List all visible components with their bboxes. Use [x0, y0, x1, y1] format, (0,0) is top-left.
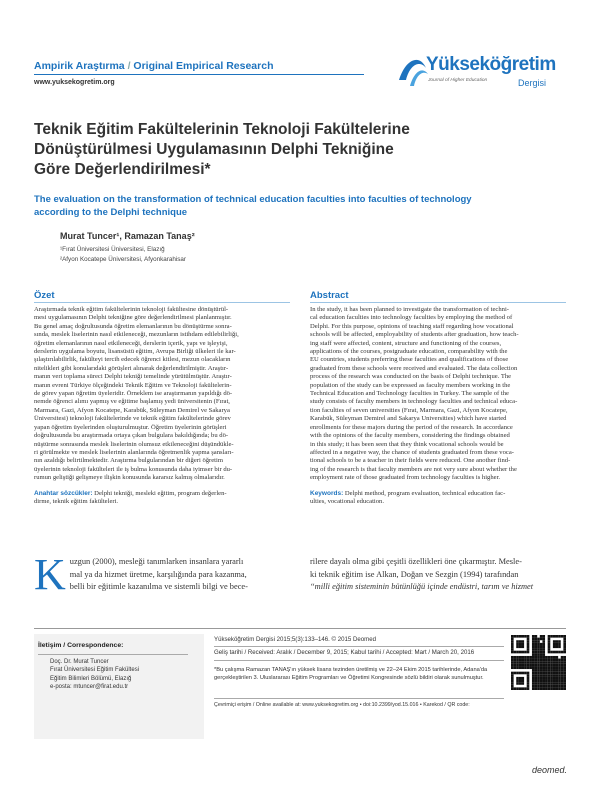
section-separator: /: [124, 60, 134, 72]
affiliation-2: ²Afyon Kocatepe Üniversitesi, Afyonkarahisar: [60, 256, 186, 263]
abstract-line: population of the study can be expressed as faculty members working in the: [310, 381, 511, 389]
correspondence-rule: [38, 654, 188, 655]
footer-sub-rule: [214, 698, 504, 699]
ozet-keywords: [34, 490, 292, 507]
ozet-line: Üniversitesi) teknoloji fakültelerinde ve teknik eğitim fakültelerinde görev: [34, 415, 231, 423]
abstract-line: study consists of faculty members in technology faculties and technical educa-: [310, 398, 518, 406]
abstract-line: Delphi. For this purpose, opinions of teaching staff regarding how vocational: [310, 322, 514, 330]
article-title: [34, 120, 554, 180]
ozet-line: nın azaldığı belirtilmektedir. Araştırma bulgularından bir diğeri öğretim: [34, 457, 223, 465]
correspondence-box: [34, 634, 204, 739]
correspondence-line: Fırat Üniversitesi Eğitim Fakültesi: [50, 667, 140, 674]
ozet-line: rumun geliştiği gelişmeye ilişkin konusunda kararsız kalmış olmalarıdır.: [34, 474, 225, 482]
ozet-line: manın veri toplama süreci Delphi tekniği temelinde yürütülmüştür. Araştır-: [34, 373, 232, 381]
abstract-keywords: [310, 490, 568, 507]
intro-line: belli bir eğitimle kazanılma ve sistemli bilgi ve bece-: [69, 582, 248, 592]
ozet-line: üyelerinin teknoloji fakülteleri ile iş bulma konusunda daha iyimser bir du-: [34, 465, 233, 473]
subtitle-line: The evaluation on the transformation of technical education faculties into faculties of technology: [34, 194, 472, 205]
abstract-line: Karabük, Süleyman Demirel and Sakarya Universities) which have started: [310, 415, 507, 423]
section-tr: Ampirik Araştırma: [34, 60, 125, 72]
keywords-en: ulties, vocational education.: [310, 498, 384, 506]
intro-left: [34, 550, 296, 599]
ozet-line: Araştırmada teknik eğitim fakültelerinin teknoloji fakültesine dönüştürül-: [34, 306, 229, 313]
intro-right: [310, 556, 568, 594]
footnote-line: *Bu çalışma Ramazan TANAŞ'ın yüksek lisans tezinden üretilmiş ve 22–24 Ekim 2015 tarihlerinde, Adana'da: [214, 667, 488, 673]
footer-sub-rule: [214, 646, 504, 647]
correspondence-body: [50, 658, 139, 692]
abstract-line: graduated from these schools were received and evaluated. The data collection: [310, 364, 518, 372]
ozet-line: manın evreni Türkiye ölçeğindeki Teknik Eğitim ve Teknoloji fakültelerin-: [34, 381, 232, 389]
abstract-line: with the opinions of the faculty members, considering the findings obtained: [310, 432, 510, 440]
ozet-line: sında, meslek liselerinin nasıl etkileneceği, mezunların istihdam edilebilirliği,: [34, 331, 239, 339]
ozet-line: doğrultusunda bu araştırmada ortaya çıkan bulgulara bakıldığında; bu dö-: [34, 432, 229, 440]
section-en: Original Empirical Research: [133, 60, 274, 72]
abstract-line: affected in a negative way, the chance of students graduated from these voca-: [310, 448, 514, 456]
abstract-line: tional schools to be a teacher in their fields were reduced. One another find-: [310, 457, 511, 465]
footer-rule: [34, 628, 566, 629]
intro-line: mal ya da hizmet üretme, karşılığında para kazanma,: [69, 569, 247, 579]
keywords-en: Delphi method, program evaluation, technical education fac-: [343, 490, 506, 497]
intro-line: “milli eğitim sisteminin bütünlüğü içinde endüstri, tarım ve hizmet: [310, 582, 534, 592]
keywords-tr: Delphi tekniği, mesleki eğitim, program değerlen-: [92, 490, 227, 497]
ozet-line: Bu genel amaç doğrultusunda öğretim elemanlarının bu dönüştürme sonra-: [34, 322, 232, 330]
keywords-tr: dirme, teknik eğitim fakülteleri.: [34, 498, 119, 506]
abstract-line: EU countries, students preferring these faculties and qualifications of those: [310, 356, 509, 364]
ozet-line: nüştürme sonrasında meslek liselerinin olumsuz etkileneceğini düşündükle-: [34, 440, 234, 448]
logo-title: Yükseköğretim: [426, 54, 556, 75]
abstract-body: [310, 306, 568, 483]
abstract-line: Technical Education and Technology faculties in Turkey. The sample of the: [310, 390, 509, 398]
abstract-heading: Abstract: [310, 290, 349, 301]
logo-subtitle: Dergisi: [518, 78, 547, 88]
ozet-line: mesi uygulamasının Delphi tekniğine göre değerlendirilmesi planlanmıştır.: [34, 314, 232, 322]
abstract-line: cal education faculties into technology faculties by employing the method of: [310, 314, 513, 322]
ozet-line: nitelikleri gibi konularıdaki görüşleri alınarak değerlendirilmiştir. Araştır-: [34, 364, 229, 372]
ozet-line: ri görülmekte ve meslek liselerinin alanlarında öğretmenlik yapma şansları-: [34, 448, 234, 456]
qr-code-icon[interactable]: [511, 635, 566, 690]
ozet-rule: [34, 302, 290, 303]
publisher-logo: deomed.: [532, 765, 568, 775]
abstract-line: ing staff were affected, content, structure and functioning of the courses,: [310, 339, 502, 347]
ozet-line: yapan öğretim üyelerinden oluşturulmuştur. Öğretim üyelerinin görüşleri: [34, 423, 227, 431]
journal-url[interactable]: www.yuksekogretim.org: [34, 79, 115, 86]
article-subtitle: [34, 193, 554, 219]
footnote-line: gerçekleştirilen 3. Uluslararası Eğitim Programları ve Öğretimi Kongresinde sözlü bildiri olarak sunulmuştur.: [214, 675, 484, 681]
abstract-line: applications of the courses, postgraduate education, comparability with the: [310, 348, 508, 356]
journal-logo: [396, 52, 571, 96]
abstract-line: In the study, it has been planned to investigate the transformation of techni-: [310, 306, 509, 313]
online-availability[interactable]: Çevrimiçi erişim / Online available at: www.yuksekogretim.org • doi:10.2399/yod.15.016 • Karekod / QR code:: [214, 702, 470, 708]
ozet-line: de görev yapan öğretim üyeleridir. Örneklem ise araştırmanın yapıldığı dö-: [34, 390, 233, 398]
drop-cap: K: [34, 550, 66, 599]
ozet-heading: Özet: [34, 290, 55, 301]
abstract-rule: [310, 302, 566, 303]
title-line: Teknik Eğitim Fakültelerinin Teknoloji Fakültelerine: [34, 121, 410, 138]
correspondence-heading: İletişim / Correspondence:: [38, 642, 124, 649]
keywords-label-en: Keywords:: [310, 490, 344, 497]
correspondence-line: Eğitim Bilimleri Bölümü, Elazığ: [50, 675, 132, 682]
received-dates: Geliş tarihi / Received: Aralık / December 9, 2015; Kabul tarihi / Accepted: Mart / March 20, 2016: [214, 649, 475, 656]
footer-sub-rule: [214, 660, 504, 661]
author-list: Murat Tuncer¹, Ramazan Tanaş²: [60, 231, 195, 241]
abstract-line: schools will be affected, employability of students after graduation, how teach-: [310, 331, 519, 339]
correspondence-email[interactable]: e-posta: mtuncer@firat.edu.tr: [50, 684, 129, 691]
abstract-line: ing of the research is that faculty members are not very sure about whether the: [310, 465, 517, 473]
ozet-body: [34, 306, 292, 483]
logo-tagline: Journal of Higher Education: [428, 78, 488, 83]
title-line: Göre Değerlendirilmesi*: [34, 161, 211, 178]
keywords-label-tr: Anahtar sözcükler:: [34, 490, 93, 497]
title-line: Dönüştürülmesi Uygulamasının Delphi Tekniğine: [34, 141, 394, 158]
header-rule: [34, 74, 364, 75]
footnote: [214, 666, 487, 682]
qr-code-graphic: [511, 635, 566, 690]
abstract-line: tion faculties of seven universities (Fırat, Marmara, Gazi, Afyon Kocatepe,: [310, 406, 508, 414]
correspondence-line: Doç. Dr. Murat Tuncer: [50, 659, 109, 665]
subtitle-line: according to the Delphi technique: [34, 207, 188, 218]
affiliation-1: ¹Fırat Üniversitesi Üniversitesi, Elazığ: [60, 246, 165, 253]
abstract-line: process of the research was conducted on the basis of Delphi technique. The: [310, 373, 512, 381]
section-label: [34, 60, 273, 72]
abstract-line: in this study; it has been seen that they think vocational schools would be: [310, 440, 504, 448]
ozet-line: şılaştırılabilirlik, fakülteyi tercih edecek öğrenci kitlesi, mezun olacakların: [34, 356, 231, 364]
intro-line: ki teknik eğitim ise Alkan, Doğan ve Sezgin (1994) tarafından: [310, 569, 519, 579]
abstract-line: enrollments for these majors during the period of the research. In accordance: [310, 423, 513, 431]
abstract-line: employment rate of those graduated from technology faculties is higher.: [310, 474, 501, 482]
intro-line: rilere dayalı olma gibi çeşitli özellikleri öne çıkarmıştır. Mesle-: [310, 557, 522, 566]
ozet-line: öğretim elemanlarının nasıl etkileneceği, derslerin içerik, yapı ve işleyişi,: [34, 339, 228, 347]
journal-citation: Yükseköğretim Dergisi 2015;5(3):133–146. © 2015 Deomed: [214, 636, 377, 643]
intro-line: uzgun (2000), mesleği tanımlarken insanlara yararlı: [69, 557, 244, 566]
ozet-line: derslerin uygulama boyutu, lisansüstü eğitim, Avrupa Birliği ülkeleri ile kar-: [34, 348, 236, 356]
ozet-line: Marmara, Gazi, Afyon Kocatepe, Karabük, Süleyman Demirel ve Sakarya: [34, 406, 230, 414]
ozet-line: nemde öğrenci alımı yapmış ve eğitime başlamış yedi üniversitenin (Fırat,: [34, 398, 230, 406]
